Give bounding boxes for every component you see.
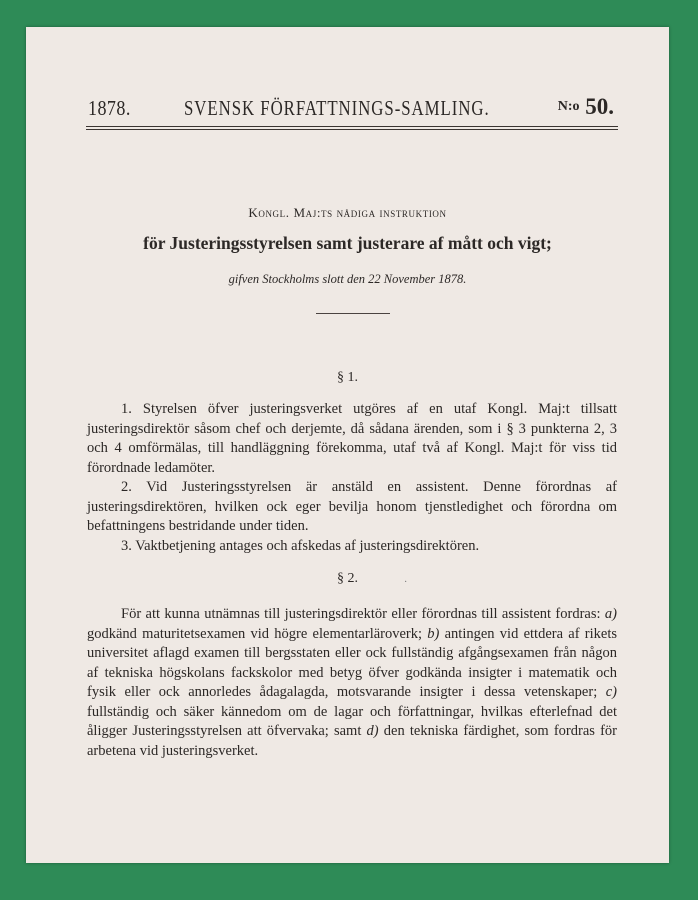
- paper-speck: ·: [404, 577, 408, 588]
- p4-mark-c: c): [605, 684, 617, 700]
- separator-rule: [316, 313, 390, 314]
- page-header: [86, 94, 616, 130]
- p4-text-b: godkänd maturitetsexamen vid högre elementarläroverk;: [87, 625, 428, 642]
- section-heading-2: § 2.: [337, 571, 358, 586]
- section-heading-1: § 1.: [337, 370, 358, 385]
- header-number: [558, 94, 614, 120]
- header-year: 1878.: [88, 96, 131, 120]
- number-sign: N:o: [557, 99, 580, 114]
- p4-text-a: För att kunna utnämnas till justeringsdirektör eller förordnas till assistent fordras:: [121, 606, 605, 622]
- instruction-caption: [26, 205, 669, 221]
- document-title: för Justeringsstyrelsen samt justerare af mått och vigt;: [143, 233, 552, 253]
- paragraph-4: [87, 605, 617, 761]
- p4-mark-d: d): [366, 723, 379, 739]
- p4-mark-a: a): [604, 606, 617, 622]
- section-2-body: [87, 605, 617, 761]
- caption-text: Kongl. Maj:ts nådiga instruktion: [248, 205, 447, 220]
- paragraph-2: 2. Vid Justeringsstyrelsen är anstäld en assistent. Denne förordnas af justeringsdirektören, hvilken ock eger bevilja honom tjenstledighet och förordna om befattningens bestridande under tiden.: [87, 479, 617, 534]
- p4-mark-b: b): [427, 625, 440, 642]
- p4-text-d: fullständig och säker kännedom om de lagar och författningar, hvilkas efterlefnad det åligger Justeringsstyrelsen att öfvervaka; samt: [87, 703, 617, 739]
- paragraph-1: 1. Styrelsen öfver justeringsverket utgöres af en utaf Kongl. Maj:t tillsatt justeringsdirektör såsom chef och derjemte, då sådana ärenden, som i § 3 punkterna 2, 3 och 4 omförmälas, till handläggning förekomma, utaf två af Kongl. Maj:t för viss tid förordnade ledamöter.: [87, 401, 617, 476]
- document-page: [26, 27, 669, 863]
- dateline: gifven Stockholms slott den 22 November 1878.: [228, 272, 467, 286]
- number-value: 50.: [585, 94, 614, 119]
- header-rule-top: [86, 126, 618, 127]
- p4-text-c: antingen vid ettdera af rikets universitet aflagd examen till bergsstaten eller ock fullständig afgångsexamen från någon af tekniska högskolans fackskolor med betyg öfver godkända insigter i matematik och fysik eller ock annorledes ådagalagda, motsvarande insigter i dessa vetenskaper;: [87, 625, 617, 700]
- header-rule-bottom: [86, 129, 618, 130]
- section-1-body: [87, 400, 617, 556]
- p4-text-e: den tekniska färdighet, som fordras för arbetena vid justeringsverket.: [87, 723, 617, 759]
- paragraph-3: 3. Vaktbetjening antages och afskedas af justeringsdirektören.: [121, 537, 480, 554]
- header-title: SVENSK FÖRFATTNINGS-SAMLING.: [184, 96, 490, 120]
